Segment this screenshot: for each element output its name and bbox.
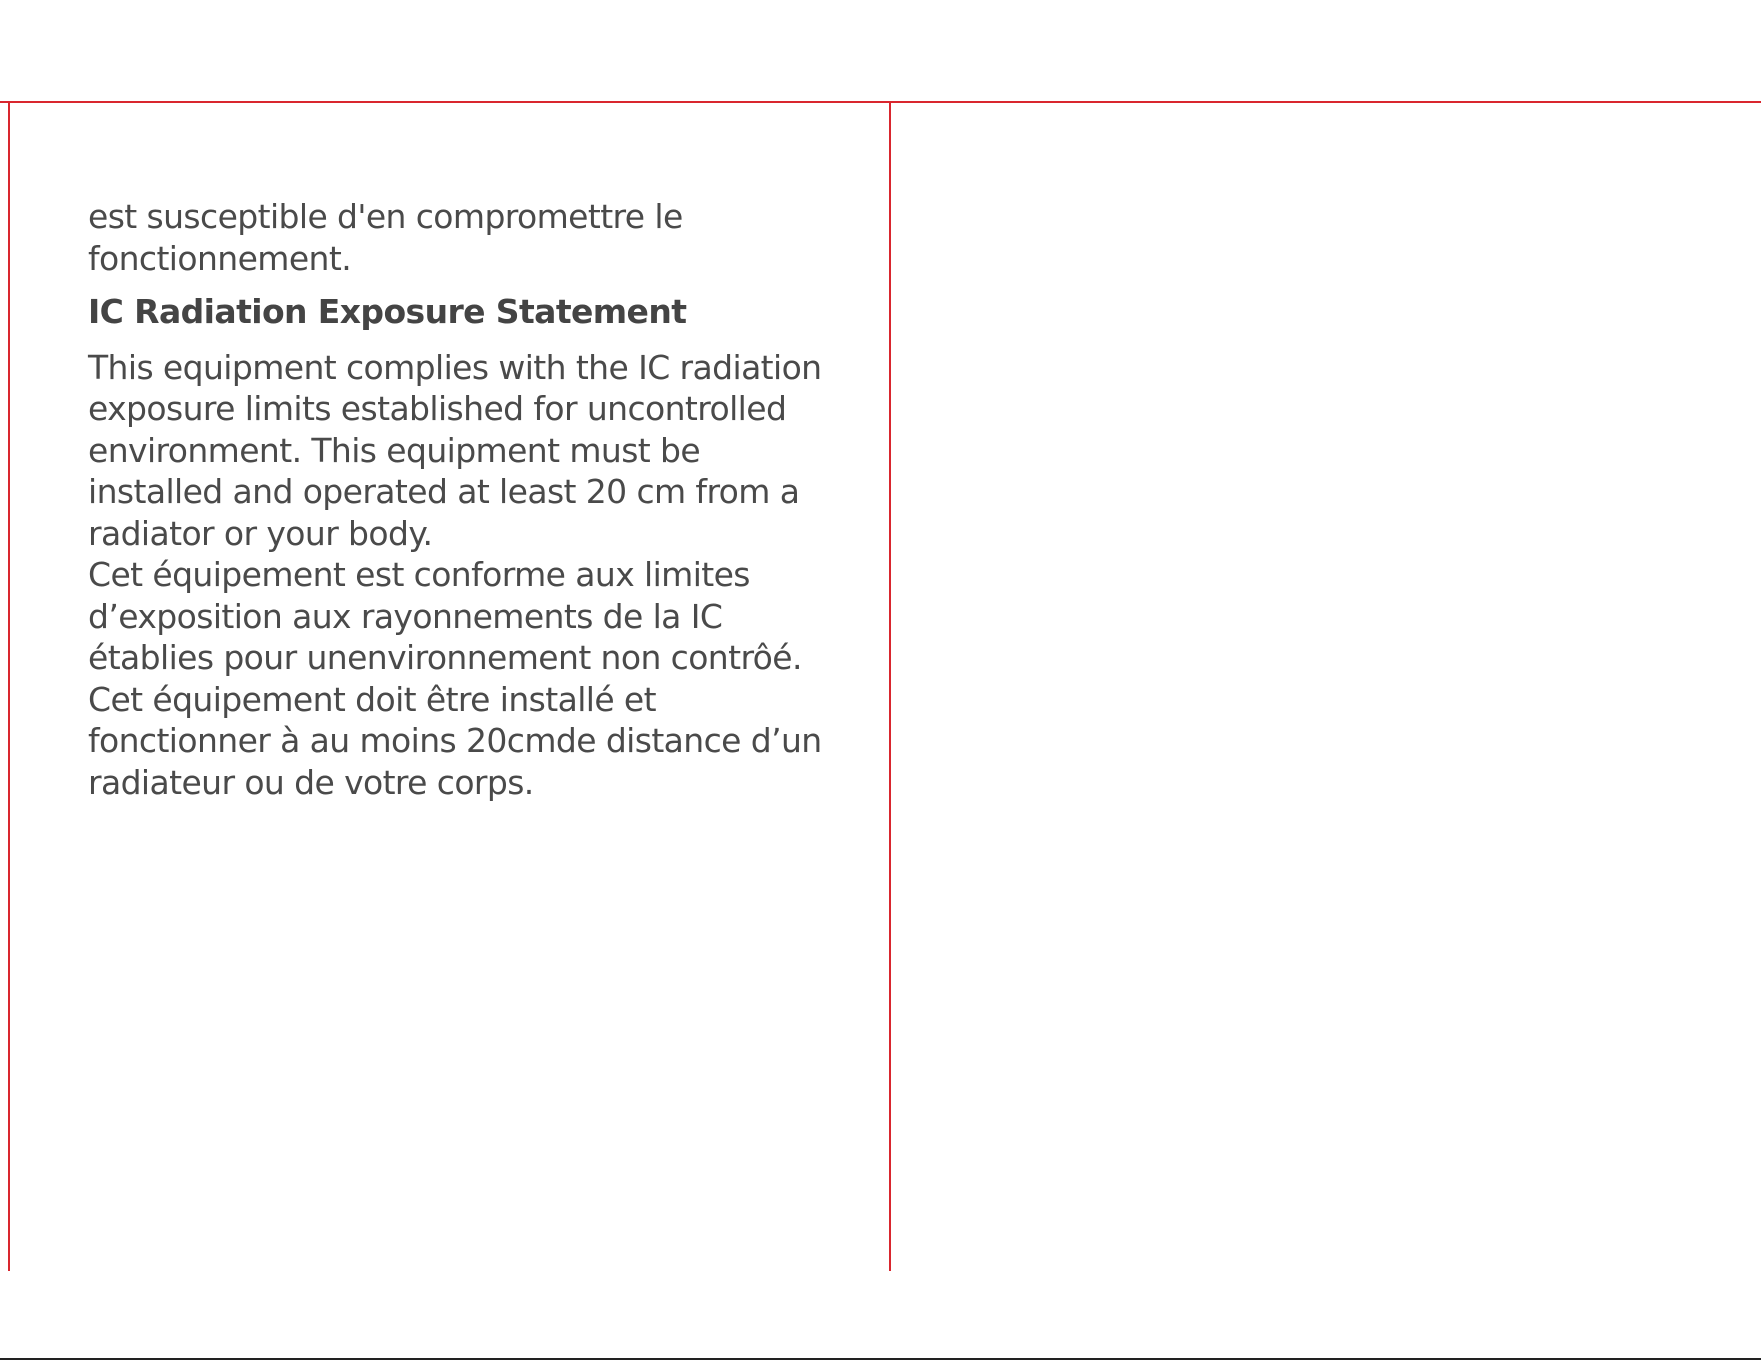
intro-line: fonctionnement. (88, 238, 352, 278)
intro-line: est susceptible d'en compromettre le (88, 197, 683, 236)
left-column-text (88, 196, 822, 803)
center-fold-rule (889, 101, 891, 1271)
statement-line: établies pour unenvironnement non contrôé. (88, 638, 802, 677)
statement-line: Cet équipement doit être installé et (88, 679, 656, 719)
bottom-edge-rule (0, 1358, 1761, 1360)
statement-line: exposure limits established for uncontrolled (88, 389, 787, 428)
section-heading: IC Radiation Exposure Statement (88, 292, 687, 331)
statement-paragraph (88, 347, 822, 804)
statement-line: installed and operated at least 20 cm from a (88, 472, 800, 511)
statement-line: environment. This equipment must be (88, 430, 701, 470)
statement-line: d’exposition aux rayonnements de la IC (88, 596, 723, 636)
top-crop-rule (0, 101, 1761, 103)
statement-line: fonctionner à au moins 20cmde distance d’un (88, 721, 822, 760)
statement-line: Cet équipement est conforme aux limites (88, 555, 750, 594)
intro-paragraph (88, 196, 808, 279)
left-crop-rule (8, 101, 10, 1271)
statement-line: radiator or your body. (88, 513, 433, 553)
statement-line: This equipment complies with the IC radiation (88, 347, 822, 387)
statement-line: radiateur ou de votre corps. (88, 762, 534, 802)
